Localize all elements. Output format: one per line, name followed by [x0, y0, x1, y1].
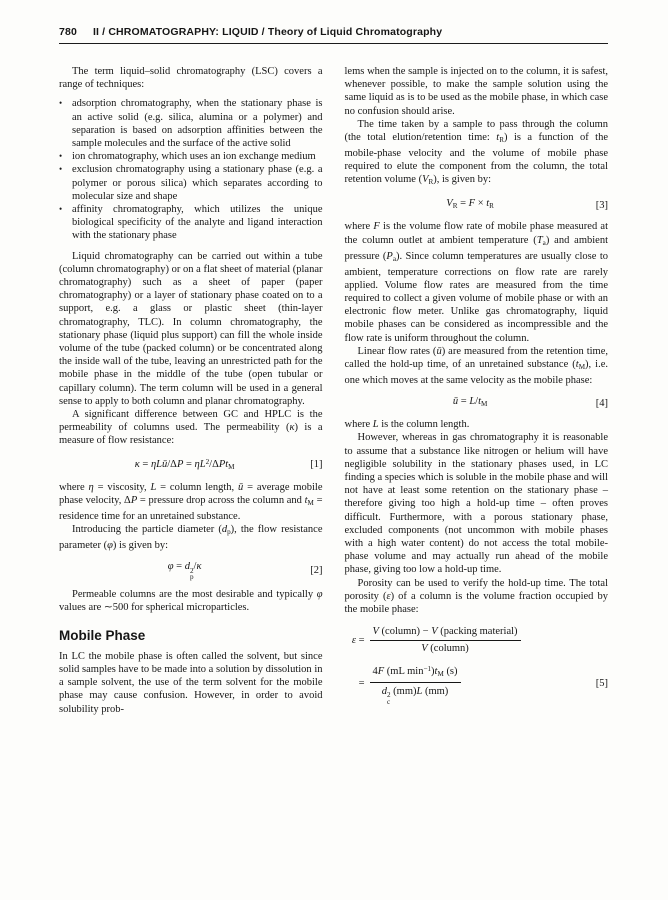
list-item-text: ion chromatography, which uses an ion exchange medium: [72, 151, 316, 163]
list-item-ion: [59, 150, 323, 163]
para-permeable: Permeable columns are the most desirable and typically φ values are ∼500 for spherical microparticles.: [59, 589, 323, 614]
equation-3-number: [3]: [595, 199, 608, 211]
bullet-icon: •: [59, 164, 63, 175]
equation-5-line-2: [345, 663, 609, 706]
para-where-l: where L is the column length.: [344, 419, 470, 431]
equation-2-body: φ = d 2 p /κ: [167, 561, 202, 582]
equation-5-fraction-1: [370, 625, 521, 655]
para-where-eq1: where η = viscosity, L = column length, ū = average mobile phase velocity, ΔP = pressure drop across the column and $t_M$ = residence time for an unretained substance.: [59, 481, 323, 523]
running-header: [59, 26, 608, 44]
list-item-exclusion: [59, 163, 323, 203]
right-column: [345, 65, 609, 716]
running-head-title: II / CHROMATOGRAPHY: LIQUID / Theory of Liquid Chromatography: [92, 26, 443, 38]
bullet-icon: •: [59, 204, 63, 215]
equation-5: [345, 625, 609, 705]
equation-1: [59, 456, 323, 474]
equation-5-line-1: [345, 625, 609, 655]
para-lsc-intro: The term liquid–solid chromatography (LSC) covers a range of techniques:: [59, 66, 323, 91]
fraction-numerator: 4F (mL $\min^{-1})t_M$ (s): [370, 663, 461, 684]
equation-3-body: $V_R = F \times t_R$: [446, 198, 494, 211]
page-content: [59, 26, 608, 716]
left-column: [59, 65, 323, 716]
equation-5-equals: =: [358, 678, 365, 690]
list-item-adsorption: [59, 97, 323, 150]
equation-2-number: [2]: [310, 565, 323, 577]
equation-2: [59, 560, 323, 581]
equation-5-fraction-2: [370, 663, 461, 706]
techniques-list: [59, 97, 323, 242]
equation-1-body: κ = ηLū/ΔP = $\eta L^2/\Delta Pt_M$: [134, 457, 235, 471]
equation-5-number: [5]: [595, 678, 608, 690]
list-item-text: adsorption chromatography, when the stationary phase is an active solid (e.g. silica, alumina or a polymer) and separation is based on adsorption affinities between the sample molecules and the surface of the active solid: [72, 98, 323, 150]
fraction-denominator: d 2 c (mm)L (mm): [381, 685, 449, 706]
para-particle-diameter: Introducing the particle diameter $(d_p)$, the flow resistance parameter (φ) is given by:: [59, 524, 323, 552]
equation-4-body: ū = $L/t_M$: [452, 396, 488, 408]
equation-5-lhs: ε =: [351, 634, 365, 646]
section-heading-mobile-phase: Mobile Phase: [59, 627, 146, 643]
para-where-f: where F is the volume flow rate of mobile phase measured at the column outlet at ambient temperature $(T_a)$ and ambient pressure $(P_a)$. Since column temperatures are usually close to ambient, temperature corrections on flow rate are rarely applied. Volume flow rates are measured from the time required to collect a given volume of mobile phase or with an electronic flow meter. Unlike gas chromatography, liquid mobile phases can be considered as incompressible and the flow rate is uniform throughout the column.: [344, 221, 609, 344]
bullet-icon: •: [59, 151, 63, 162]
equation-3: [345, 197, 609, 213]
list-item-affinity: [59, 203, 323, 243]
fraction-numerator: V (column) − V (packing material): [370, 625, 521, 641]
para-in-lc: In LC the mobile phase is often called the solvent, but since solid samples have to be made into a solution by dissolution in a sample solvent, the use of the term solvent for the mobile phase may cause confusion. However, in order to avoid solubility prob-: [59, 650, 323, 715]
para-time-taken: The time taken by a sample to pass through the column (the total elution/retention time: $t_R$) is a function of the mobile-phase velocity and the volume of mobile phase required to elute the component from the column, the total retention volume $(V_R)$, is given by:: [344, 118, 608, 187]
para-lems-continuation: lems when the sample is injected on to the column, it is safest, whenever possible, to make the sample solution using the same liquid as is to be used as the mobile phase, in which case no confusion should arise.: [344, 66, 608, 117]
list-item-text: exclusion chromatography using a stationary phase (e.g. a polymer or porous silica) which separates according to molecular size and shape: [72, 164, 323, 202]
bullet-icon: •: [59, 98, 63, 109]
list-item-text: affinity chromatography, which utilizes the unique biological specificity of the analyte and ligand interaction with the stationary phase: [72, 204, 323, 242]
para-planar: Liquid chromatography can be carried out within a tube (column chromatography) or on a flat sheet of material (planar chromatography) such as a sheet of paper (paper chromatography) or a layer of stationary phase coated on to a support, e.g. a glass or plastic sheet (thin-layer chromatography, TLC). In column chromatography, the stationary phase (liquid plus support) can fill the whole inside volume of the tube (packed column) or be concentrated along the inside wall of the tube, leaving an unrestricted path for the mobile phase in the middle of the tube (open tubular or capillary column). The term column will be used in a general sense to apply to both column and planar chromatography.: [59, 250, 323, 407]
equation-4-number: [4]: [595, 397, 608, 409]
para-linear-flow: Linear flow rates (ū) are measured from the retention time, called the hold-up time, of an unretained substance $(t_M)$, i.e. one which moves at the same velocity as the mobile phase:: [344, 345, 609, 386]
para-however-gc: However, whereas in gas chromatography it is reasonable to assume that a substance like nitrogen or helium will have negligible solubility in the stationary phases used, in LC finding a species which is soluble in the mobile phase and will not have at least some retention on the stationary phase – therefore giving too high a hold-up time – often proves difficult. Furthermore, with a porous stationary phase, excluded components (not uncommon with mobile phases with a high water content) do not access the total mobile-phase volume and may actually run ahead of the mobile phase, giving too low a hold-up time.: [344, 432, 608, 576]
fraction-denominator: V (column): [421, 643, 469, 655]
para-gc-hplc: A significant difference between GC and HPLC is the permeability of columns used. The permeability (κ) is a measure of flow resistance:: [59, 409, 323, 447]
equation-4: [345, 395, 609, 411]
para-porosity: Porosity can be used to verify the hold-up time. The total porosity (ε) of a column is the volume fraction occupied by the mobile phase:: [344, 577, 608, 615]
two-column-body: [59, 65, 608, 716]
equation-1-number: [1]: [310, 459, 323, 471]
page-number: 780: [59, 26, 77, 38]
